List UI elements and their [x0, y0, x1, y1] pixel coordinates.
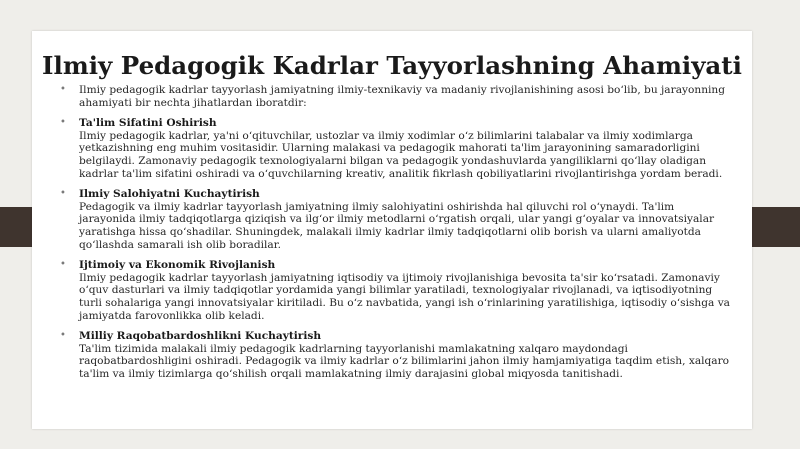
- section-heading: Ijtimoiy va Ekonomik Rivojlanish: [79, 259, 276, 272]
- section-text: Ta'lim tizimida malakali ilmiy pedagogik kadrlarning tayyorlanishi mamlakatning xalqaro maydondagi raqobatbardoshligini oshiradi. Pedagogik va ilmiy kadrlar oʻz bilimlarini jahon ilmiy hamjamiyatiga taqdim etish, xalqaro ta'lim va ilmiy tizimlarga qoʻshilish orqali mamlakatning ilmiy darajasini global miqyosda tanitishadi.: [79, 342, 730, 380]
- section-text: Ilmiy pedagogik kadrlar, ya'ni oʻqituvchilar, ustozlar va ilmiy xodimlar oʻz bilimlarini talabalar va ilmiy xodimlarga yetkazishning eng muhim vositasidir. Ularning malakasi va pedagogik mahorati ta'lim jarayonining samaradorligini belgilaydi. Zamonaviy pedagogik texnologiyalarni bilgan va pedagogik yondashuvlarda yangiliklarni qoʻllay oladigan kadrlar ta'lim sifatini oshiradi va oʻquvchilarning kreativ, analitik fikrlash qobiliyatlarini rivojlantirishga yordam beradi.: [79, 129, 723, 180]
- section-text: Pedagogik va ilmiy kadrlar tayyorlash jamiyatning ilmiy salohiyatini oshirishda hal qiluvchi rol oʻynaydi. Ta'lim jarayonida ilmiy tadqiqotlarga qiziqish va ilgʻor ilmiy metodlarni oʻrgatish orqali, ular yangi gʻoyalar va innovatsiyalar yaratishga hissa qoʻshadilar. Shuningdek, malakali ilmiy kadrlar ilmiy tadqiqotlarni olib borish va ularni amaliyotda qoʻllashda samarali ish olib boradilar.: [79, 200, 715, 251]
- bullet-icon: •: [60, 117, 66, 129]
- list-item: [60, 188, 732, 251]
- section-heading: Milliy Raqobatbardoshlikni Kuchaytirish: [79, 330, 322, 343]
- section-text: Ilmiy pedagogik kadrlar tayyorlash jamiyatning iqtisodiy va ijtimoiy rivojlanishiga bevosita ta'sir koʻrsatadi. Zamonaviy oʻquv dasturlari va ilmiy tadqiqotlar yordamida yangi bilimlar yaratiladi, texnologiyalar rivojlanadi, va iqtisodiyotning turli sohalariga yangi innovatsiyalar kiritiladi. Bu oʻz navbatida, yangi ish oʻrinlarining yaratilishiga, iqtisodiy oʻsishga va jamiyatda farovonlikka olib keladi.: [79, 271, 730, 322]
- list-item: [60, 330, 732, 380]
- bullet-icon: •: [60, 84, 66, 95]
- bullet-list: [60, 84, 732, 388]
- bullet-icon: •: [60, 259, 66, 271]
- bullet-icon: •: [60, 188, 66, 200]
- decorative-band-left: [0, 207, 34, 247]
- slide-title: Ilmiy Pedagogik Kadrlar Tayyorlashning Ahamiyati: [42, 51, 742, 80]
- section-heading: Ilmiy Salohiyatni Kuchaytirish: [79, 188, 260, 201]
- intro-text: Ilmiy pedagogik kadrlar tayyorlash jamiyatning ilmiy-texnikaviy va madaniy rivojlanishining asosi boʻlib, bu jarayonning ahamiyati bir nechta jihatlardan iboratdir:: [79, 84, 726, 109]
- bullet-icon: •: [60, 330, 66, 342]
- decorative-band-right: [750, 207, 800, 247]
- list-item: [60, 259, 732, 322]
- list-item: [60, 117, 732, 180]
- section-heading: Ta'lim Sifatini Oshirish: [79, 117, 217, 130]
- slide: [32, 31, 752, 429]
- intro-item: [60, 84, 732, 109]
